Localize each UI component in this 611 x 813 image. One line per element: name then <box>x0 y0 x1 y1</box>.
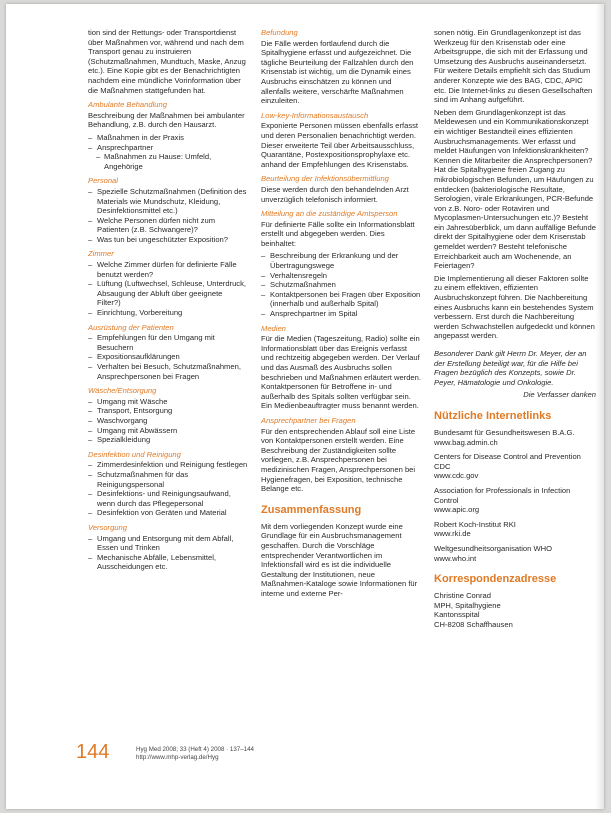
list-item: – Umgang mit Abwässern <box>88 426 248 436</box>
address-line: MPH, Spitalhygiene <box>434 600 501 610</box>
list-item: – Ansprechpartner <box>88 143 248 153</box>
address-line: Kantonsspital <box>434 610 480 620</box>
journal-reference: Hyg Med 2008; 33 (Heft 4) 2008 · 137–144 <box>136 746 254 753</box>
section-heading-assessment: Beurteilung der Infektionsübermittlung <box>261 174 389 184</box>
paragraph: sonen nötig. Ein Grundlagenkonzept ist das Werkzeug für den Krisenstab oder eine Arbeitsgruppe, die sich mit der Erfassung und Umsetzung des Ausbruchs auseinandersetzt. Für weitere Details empfiehlt sich das Studium anderer Konzepte wie des BAG, CDC, APIC etc. Die Internet-links zu diesen Gesellschaften sind im Anhang aufgeführt. <box>434 28 593 105</box>
address-line: Christine Conrad <box>434 591 491 601</box>
section-text-befundung: Die Fälle werden fortlaufend durch die Spitalhygiene erfasst und aufgezeichnet. Die tägliche Beurteilung der Fallzahlen durch den Krisenstab ist wichtig, um die Dynamik eines Ausbruchs einschätzen zu können und allenfalls weitere, verschärfte Maßnahmen einzuleiten. <box>261 38 414 106</box>
list-item: – Mechanische Abfälle, Lebensmittel, Ausscheidungen etc. <box>88 553 248 572</box>
section-text-assessment: Diese werden durch den behandelnden Arzt unverzüglich telefonisch informiert. <box>261 184 409 204</box>
column-1 <box>88 28 248 574</box>
list-item: – Schutzmaßnahmen für das Reinigungspersonal <box>88 470 248 489</box>
link-url[interactable]: www.rki.de <box>434 529 471 539</box>
link-entry <box>434 520 596 539</box>
section-heading-exposed: Low-key-Informationsaustausch <box>261 110 369 120</box>
list-item: – Umgang mit Wäsche <box>88 397 248 407</box>
journal-page <box>6 4 604 809</box>
section-text-medien: Für die Medien (Tageszeitung, Radio) sollte ein Informationsblatt über das Ereignis verfasst und rechtzeitig abgegeben werden. Der Verlauf und das Ausmaß des Ausbruchs sollen beschrieben und Maßnahmen erläutert werden. Kontaktpersonen für Betroffene in- und außerhalb des Spitals sollten verfügbar sein. Ein Medienbeauftragter muss benannt werden. <box>261 334 421 411</box>
section-text-exposed: Exponierte Personen müssen ebenfalls erfasst und deren Personalien benachrichtigt werden. Dieser erweiterte Teil über Arbeitsausschluss, Quarantäne, Postexpositionsprophylaxe etc. anhand der Empfehlungen des Krisenstabs. <box>261 121 419 169</box>
list-item: – Maßnahmen in der Praxis <box>88 133 248 143</box>
page-number: 144 <box>76 741 110 763</box>
list-mitteilung <box>261 251 421 318</box>
link-url[interactable]: www.apic.org <box>434 505 480 515</box>
link-name: Centers for Disease Control and Prevention CDC <box>434 452 581 471</box>
section-heading-zimmer: Zimmer <box>88 249 114 259</box>
section-heading-befundung: Befundung <box>261 28 298 37</box>
journal-citation <box>136 746 356 762</box>
section-heading-patients: Ausrüstung der Patienten <box>88 322 174 332</box>
list-item: – Verhaltensregeln <box>261 271 421 281</box>
address-line: CH-8208 Schaffhausen <box>434 619 513 629</box>
list-ambulant <box>88 133 248 171</box>
link-entry <box>434 486 596 515</box>
journal-url[interactable]: http://www.mhp-verlag.de/Hyg <box>136 754 219 761</box>
list-item: – Welche Personen dürfen nicht zum Patienten (z.B. Schwangere)? <box>88 216 248 235</box>
correspondence-address <box>434 591 596 629</box>
list-item: – Einrichtung, Vorbereitung <box>88 308 248 318</box>
list-item: – Schutzmaßnahmen <box>261 280 421 290</box>
link-name: Weltgesundheitsorganisation WHO <box>434 543 553 553</box>
link-entry <box>434 428 596 447</box>
section-heading-personal: Personal <box>88 176 118 186</box>
summary-heading: Zusammenfassung <box>261 503 362 516</box>
section-heading-ambulant: Ambulante Behandlung <box>88 100 167 110</box>
list-item: – Kontaktpersonen bei Fragen über Exposition (innerhalb und außerhalb Spital) <box>261 290 421 309</box>
list-item: – Lüftung (Luftwechsel, Schleuse, Unterdruck, Absaugung der Abluft über geeignete Filter?) <box>88 279 248 308</box>
summary-text: Mit dem vorliegenden Konzept wurde eine Grundlage für ein Ausbruchsmanagement geschaffen. Durch die Vorschläge entsprechender Verantwortlichen im Infektionsfall wird es ist die individuelle Gestaltung der Institutionen, neue Maßnahmen-Kataloge sowie Informationen für interne und externe Per- <box>261 521 418 598</box>
link-entry <box>434 452 596 481</box>
section-heading-waesche: Wäsche/Entsorgung <box>88 386 157 396</box>
list-item: – Welche Zimmer dürfen für definierte Fälle benutzt werden? <box>88 260 248 279</box>
list-item: – Expositionsaufklärungen <box>88 352 248 362</box>
link-url[interactable]: www.who.int <box>434 553 477 563</box>
list-item: – Transport, Entsorgung <box>88 406 248 416</box>
list-item: – Desinfektion von Geräten und Material <box>88 508 248 518</box>
list-item: – Zimmerdesinfektion und Reinigung festlegen <box>88 460 248 470</box>
link-name: Robert Koch-Institut RKI <box>434 519 516 529</box>
list-item: – Was tun bei ungeschützter Exposition? <box>88 235 248 245</box>
list-waesche <box>88 397 248 445</box>
link-url[interactable]: www.bag.admin.ch <box>434 437 498 447</box>
section-heading-contacts: Ansprechpartner bei Fragen <box>261 415 356 425</box>
column-2 <box>261 28 421 601</box>
correspondence-heading: Korrespondenzadresse <box>434 573 557 586</box>
section-text-contacts: Für den entsprechenden Ablauf soll eine Liste von Kontaktpersonen erstellt werden. Eine Beschreibung der Zuständigkeiten sollte vorliegen, z.B. Ansprechpersonen bei medizinischen Fragen, Ansprechpersonen bei Hygienefragen, bei Exposition, technische Belange etc. <box>261 426 416 494</box>
acknowledgement-note: Besonderer Dank gilt Herrn Dr. Meyer, der an der Erstellung beteiligt war, für die Hilfe bei Fragen bezüglich des Konzepts, sowie Dr. Peyer, Hämatologie und Onkologie. <box>434 349 587 387</box>
section-heading-desinfektion: Desinfektion und Reinigung <box>88 449 181 459</box>
list-item: – Empfehlungen für den Umgang mit Besuchern <box>88 333 248 352</box>
section-text-ambulant: Beschreibung der Maßnahmen bei ambulanter Behandlung, z.B. durch den Hausarzt. <box>88 110 245 130</box>
paragraph: Neben dem Grundlagenkonzept ist das Meldewesen und ein Kommunikationskonzept ein wichtiger Bestandteil eines effizienten Ausbruchsmanagements. Wer erfasst und meldet Häufungen von Infektionskrankheiten? Kennen die Mitarbeiter die Ansprechpersonen? Hat die Spitalhygiene freien Zugang zu mikrobiologischen Befunden, um Häufungen zu entdecken (bakteriologische Resultate, Serologien, virale Erkrankungen, PCR-Befunde von z.B. Noro- oder Rotaviren und Mycoplasmen-Untersuchungen etc.)? Besteht ein Jahresüberblick, um dann auffällige Befunde direkt der Spitalhygiene oder dem Krisenstab gemeldet werden? Besteht telefonische Erreichbarkeit auch am Wochenende, an Feiertagen? <box>434 107 596 271</box>
list-patients <box>88 333 248 381</box>
list-subitem: – Maßnahmen zu Hause: Umfeld, Angehörige <box>88 152 248 171</box>
list-item: – Umgang und Entsorgung mit dem Abfall, Essen und Trinken <box>88 534 248 553</box>
link-entry <box>434 544 596 563</box>
list-versorgung <box>88 534 248 572</box>
page-edge-shadow <box>596 4 604 809</box>
section-heading-mitteilung: Mitteilung an die zuständige Amtsperson <box>261 209 398 219</box>
link-name: Bundesamt für Gesundheitswesen B.A.G. <box>434 427 575 437</box>
list-item: – Ansprechpartner im Spital <box>261 309 421 319</box>
acknowledgement-signature: Die Verfasser danken <box>523 390 596 400</box>
list-item: – Beschreibung der Erkrankung und der Übertragungswege <box>261 251 421 270</box>
links-heading: Nützliche Internetlinks <box>434 409 552 422</box>
list-item: – Spezielle Schutzmaßnahmen (Definition des Materials wie Mundschutz, Kleidung, Desinfektionsmittel etc.) <box>88 187 248 216</box>
list-item: – Desinfektions- und Reinigungsaufwand, wenn durch das Pflegepersonal <box>88 489 248 508</box>
list-item: – Verhalten bei Besuch, Schutzmaßnahmen, Ansprechpersonen bei Fragen <box>88 362 248 381</box>
list-desinfektion <box>88 460 248 518</box>
intro-paragraph: tion sind der Rettungs- oder Transportdienst über Maßnahmen vor, während und nach dem Transport genau zu instruieren (Schutzmaßnahmen, Mundtuch, Maske, Anzug etc.). Eine Kopie gibt es der Benachrichtigten nachdem eine mündliche Vorinformation über die Maßnahmen stattgefunden hat. <box>88 28 246 95</box>
list-personal <box>88 187 248 245</box>
list-item: – Spezialkleidung <box>88 435 248 445</box>
list-item: – Waschvorgang <box>88 416 248 426</box>
column-3 <box>434 28 596 629</box>
section-text-mitteilung: Für definierte Fälle sollte ein Informationsblatt erstellt und abgegeben werden. Dies beinhaltet: <box>261 219 415 248</box>
paragraph: Die Implementierung all dieser Faktoren sollte zu einem effektiven, effizienten Ausbruchskonzept führen. Die Nachbereitung eines Ausbruchs kann ein bestehendes System verbessern. Erst durch die Nachbereitung werden Schwachstellen aufgedeckt und können angepasst werden. <box>434 273 595 341</box>
page-footer <box>76 740 376 770</box>
section-heading-versorgung: Versorgung <box>88 522 127 532</box>
list-zimmer <box>88 260 248 318</box>
link-url[interactable]: www.cdc.gov <box>434 471 479 481</box>
link-name: Association for Professionals in Infection Control <box>434 485 571 505</box>
section-heading-medien: Medien <box>261 323 286 333</box>
